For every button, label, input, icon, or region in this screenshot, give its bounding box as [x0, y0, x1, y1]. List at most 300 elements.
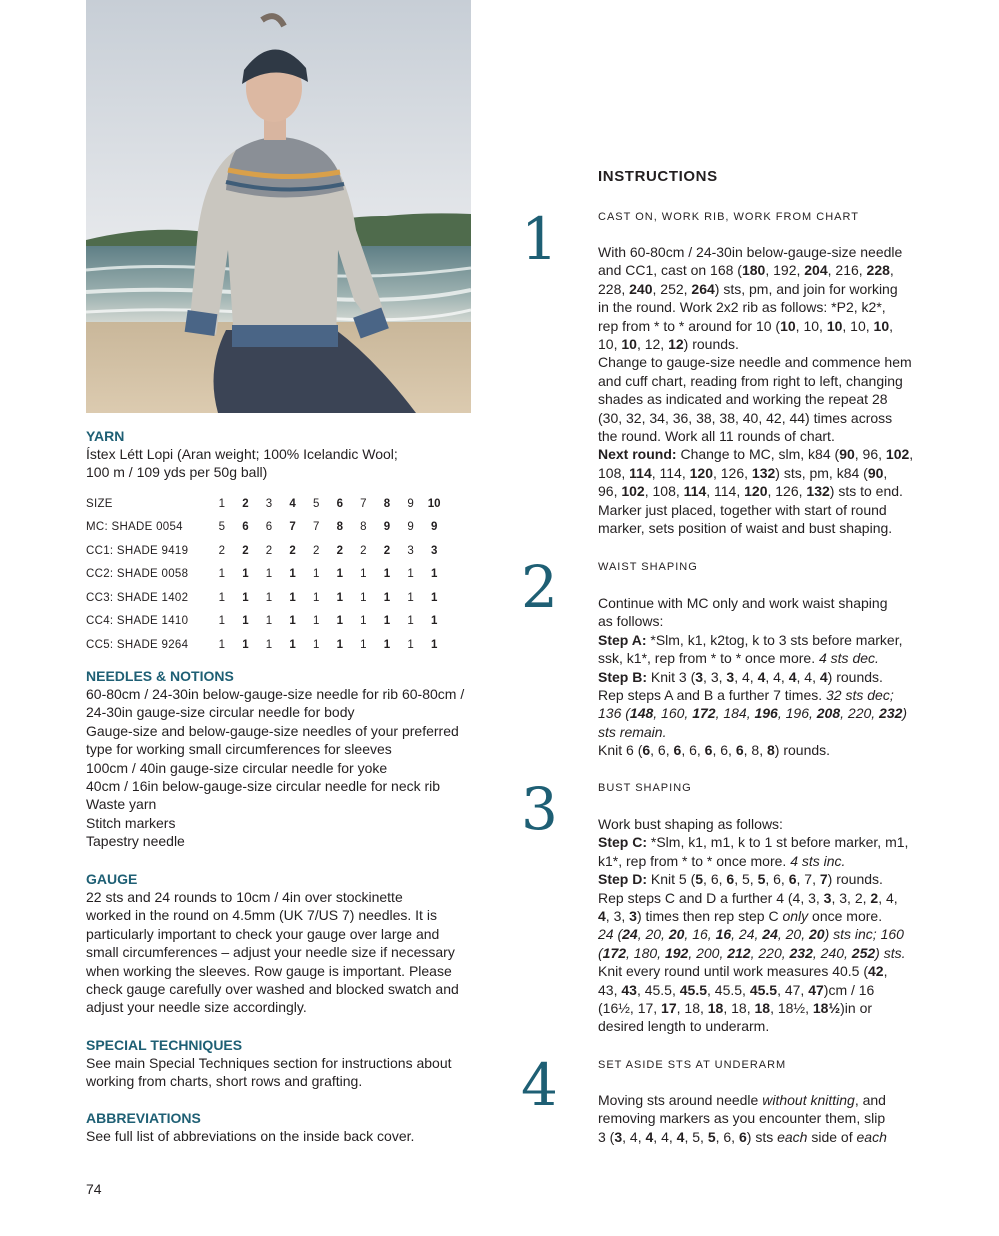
- table-cell: 8: [336, 521, 343, 534]
- text-run: 3: [629, 908, 637, 925]
- table-cell: 10: [427, 497, 441, 510]
- table-cell: 1: [218, 568, 225, 581]
- step-heading: BUST SHAPING: [598, 782, 692, 794]
- text-run: 208: [816, 705, 841, 722]
- text-run: ): [902, 705, 908, 722]
- text-run: Step C:: [598, 834, 647, 851]
- text-run: , 108,: [644, 483, 684, 500]
- text-run: 7: [819, 871, 828, 888]
- text-line: particularly important to check your gauge over large and: [86, 925, 440, 942]
- text-run: , 220,: [750, 944, 790, 961]
- table-cell: 1: [289, 638, 296, 651]
- text-run: 3 (: [598, 1128, 615, 1145]
- step-line: [598, 686, 928, 704]
- text-run: , 12,: [636, 336, 669, 353]
- text-run: 102: [885, 446, 910, 463]
- step-body: [598, 1091, 928, 1146]
- step-body: [598, 243, 928, 538]
- text-run: , 5,: [734, 871, 758, 888]
- step-number: 1: [521, 205, 558, 273]
- text-run: 136 (: [598, 705, 630, 722]
- step-body: [598, 594, 928, 760]
- text-run: Step B:: [598, 668, 647, 685]
- text-run: , 220,: [840, 705, 880, 722]
- text-run: (16½, 17,: [598, 1000, 662, 1017]
- text-run: 10: [826, 317, 843, 334]
- text-run: , 18,: [723, 1000, 755, 1017]
- table-cell: 9: [407, 497, 414, 510]
- table-cell: 1: [430, 568, 438, 581]
- text-run: 6: [788, 871, 797, 888]
- table-cell: 1: [336, 591, 343, 604]
- beach-photo-illustration: [86, 0, 471, 413]
- step-line: [598, 999, 928, 1017]
- text-line: worked in the round on 4.5mm (UK 7/US 7) needles. It is: [86, 907, 437, 924]
- text-run: 6: [735, 742, 744, 759]
- table-cell: 1: [383, 591, 391, 604]
- text-run: , 10,: [795, 317, 827, 334]
- text-run: 6: [726, 871, 735, 888]
- table-cell: 2: [383, 544, 391, 557]
- text-run: Moving sts around needle: [598, 1092, 763, 1108]
- text-line: See main Special Techniques section for instructions about: [86, 1055, 452, 1071]
- table-cell: 1: [312, 568, 320, 581]
- text-run: , 6,: [703, 871, 727, 888]
- step-line: [598, 649, 928, 667]
- text-run: , 6,: [715, 1128, 739, 1145]
- text-run: ) rounds.: [827, 871, 883, 888]
- table-cell: 9: [407, 521, 414, 534]
- step-line: [598, 445, 928, 463]
- text-run: , 7,: [796, 871, 820, 888]
- text-run: once more.: [808, 908, 883, 925]
- table-cell: 1: [218, 615, 225, 628]
- text-line: when working the sleeves. Row gauge is important. Please: [86, 962, 452, 979]
- step-line: [598, 280, 928, 298]
- text-run: each: [856, 1128, 887, 1145]
- table-row: [86, 563, 446, 587]
- text-run: and CC1, cast on 168 (: [598, 262, 742, 279]
- table-cell: 3: [265, 497, 273, 510]
- step-line: [598, 501, 928, 519]
- table-cell: 1: [312, 591, 320, 604]
- text-run: ) rounds.: [827, 668, 883, 685]
- text-run: without knitting: [762, 1092, 855, 1108]
- table-cell: 8: [383, 497, 391, 510]
- text-run: each: [777, 1128, 808, 1145]
- table-cell: 1: [407, 638, 414, 651]
- text-run: , 240,: [812, 944, 852, 961]
- step-number: 2: [521, 553, 558, 621]
- text-line: See full list of abbreviations on the inside back cover.: [86, 1128, 415, 1144]
- table-cell: 1: [383, 568, 391, 581]
- table-cell: 1: [289, 591, 296, 604]
- table-cell: 2: [336, 544, 343, 557]
- text-run: Marker just placed, together with start of round: [598, 501, 887, 518]
- table-cell: 2: [312, 544, 320, 557]
- table-cell: 1: [218, 497, 225, 510]
- table-row: [86, 539, 446, 563]
- text-run: Rep steps C and D a further 4 (4, 3,: [598, 889, 824, 906]
- text-run: 18½: [812, 1000, 841, 1017]
- text-run: ) times then rep step C: [636, 908, 783, 925]
- text-run: ) sts to end.: [829, 483, 903, 500]
- table-cell: 6: [265, 521, 273, 534]
- text-run: , 47,: [777, 981, 809, 998]
- step-line: [598, 962, 928, 980]
- table-cell: 1: [289, 568, 296, 581]
- instructions-title: INSTRUCTIONS: [598, 168, 718, 185]
- text-run: Step A:: [598, 631, 647, 648]
- table-cell: 1: [336, 615, 343, 628]
- text-run: 42: [868, 963, 884, 980]
- text-run: 32 sts dec;: [826, 687, 894, 704]
- text-run: 18: [754, 1000, 771, 1017]
- text-run: rep from * to * around for 10 (: [598, 317, 781, 334]
- text-run: 3: [695, 668, 704, 685]
- step-number: 4: [521, 1051, 558, 1119]
- text-run: 47: [808, 981, 824, 998]
- text-run: 4: [819, 668, 828, 685]
- text-run: , 192,: [765, 262, 805, 279]
- text-run: 43,: [598, 981, 622, 998]
- table-cell: 1: [383, 615, 391, 628]
- text-run: 3: [726, 668, 735, 685]
- text-run: , 126,: [767, 483, 807, 500]
- text-run: , 6,: [681, 742, 705, 759]
- text-run: Next round:: [598, 446, 677, 463]
- text-run: , 4,: [796, 668, 820, 685]
- text-run: 196: [754, 705, 778, 722]
- text-run: desired length to underarm.: [598, 1018, 770, 1035]
- yarn-line: Ístex Létt Lopi (Aran weight; 100% Icelandic Wool;: [86, 446, 398, 462]
- text-run: , 200,: [688, 944, 728, 961]
- text-line: type for working small circumferences for sleeves: [86, 741, 392, 758]
- text-run: 96,: [598, 483, 622, 500]
- table-cell: 1: [360, 591, 367, 604]
- text-run: 132: [806, 483, 830, 500]
- step-line: [598, 298, 928, 316]
- text-line: 22 sts and 24 rounds to 10cm / 4in over stockinette: [86, 889, 403, 905]
- text-run: 120: [744, 483, 768, 500]
- table-cell: 1: [360, 615, 367, 628]
- yarn-heading: YARN: [86, 428, 125, 444]
- text-run: , 45.5,: [707, 981, 750, 998]
- text-run: as follows:: [598, 613, 664, 630]
- text-run: )in or: [840, 1000, 873, 1017]
- table-cell: 1: [360, 638, 367, 651]
- text-run: , 4,: [878, 889, 898, 906]
- text-run: 120: [689, 464, 713, 481]
- text-run: 132: [751, 464, 776, 481]
- text-run: 24 (: [598, 926, 623, 943]
- step-heading: WAIST SHAPING: [598, 561, 698, 573]
- text-run: 240: [629, 280, 653, 297]
- text-run: With 60-80cm / 24-30in below-gauge-size needle: [598, 244, 903, 260]
- step-line: [598, 612, 928, 630]
- text-run: *Slm, k1, k2tog, k to 3 sts before marker,: [646, 631, 903, 648]
- table-cell: 9: [383, 521, 391, 534]
- text-run: 264: [691, 280, 715, 297]
- row-label: CC2: SHADE 0058: [86, 568, 189, 581]
- step-line: [598, 372, 928, 390]
- text-run: 252: [851, 944, 876, 961]
- text-line: working from charts, short rows and grafting.: [86, 1073, 363, 1090]
- table-row: [86, 610, 446, 634]
- text-run: 5: [695, 871, 704, 888]
- needles-heading: NEEDLES & NOTIONS: [86, 668, 234, 684]
- table-cell: 1: [430, 638, 438, 651]
- table-cell: 1: [265, 615, 273, 628]
- row-label: CC3: SHADE 1402: [86, 591, 189, 604]
- row-label: SIZE: [86, 497, 113, 510]
- text-run: , 3, 2,: [831, 889, 871, 906]
- text-run: 90: [867, 464, 884, 481]
- step-heading: CAST ON, WORK RIB, WORK FROM CHART: [598, 211, 859, 223]
- text-run: Continue with MC only and work waist shaping: [598, 595, 888, 611]
- table-cell: 8: [360, 521, 367, 534]
- gauge-heading: GAUGE: [86, 871, 138, 887]
- text-run: 232: [789, 944, 813, 961]
- text-run: 16: [715, 926, 732, 943]
- text-run: ) sts, pm, k84 (: [775, 464, 868, 481]
- text-run: 102: [621, 483, 645, 500]
- table-cell: 1: [383, 638, 391, 651]
- table-cell: 1: [360, 568, 367, 581]
- text-run: 3: [614, 1128, 623, 1145]
- table-cell: 2: [289, 544, 296, 557]
- table-cell: 1: [265, 568, 273, 581]
- text-run: 12: [668, 336, 684, 353]
- table-cell: 4: [289, 497, 296, 510]
- step-line: [598, 631, 928, 649]
- text-run: ,: [883, 963, 888, 980]
- text-run: , 3,: [605, 908, 630, 925]
- step-line: [598, 464, 928, 482]
- table-cell: 9: [430, 521, 438, 534]
- text-run: only: [782, 908, 809, 925]
- text-run: 180: [741, 262, 766, 279]
- text-run: 10: [873, 317, 890, 334]
- step-line: [598, 889, 928, 907]
- step-line: [598, 1017, 928, 1035]
- text-run: 4 sts dec.: [818, 650, 879, 667]
- text-run: 3: [823, 889, 832, 906]
- step-line: [598, 704, 928, 722]
- text-run: Knit 6 (: [598, 742, 643, 759]
- sweater-photo: [86, 0, 471, 413]
- table-row: [86, 633, 446, 657]
- step-line: [598, 870, 928, 888]
- text-run: 20: [668, 926, 685, 943]
- step-heading: SET ASIDE STS AT UNDERARM: [598, 1059, 787, 1071]
- step-line: [598, 317, 928, 335]
- step-line: [598, 409, 928, 427]
- text-line: small circumferences – adjust your needle size if necessary: [86, 944, 455, 961]
- text-run: , 4,: [734, 668, 758, 685]
- step-line: [598, 1128, 928, 1146]
- table-cell: 5: [218, 521, 225, 534]
- text-run: , 216,: [827, 262, 867, 279]
- text-run: , 3,: [703, 668, 727, 685]
- text-run: 10: [780, 317, 796, 334]
- table-cell: 3: [407, 544, 414, 557]
- text-run: *Slm, k1, m1, k to 1 st before marker, m1,: [647, 834, 909, 851]
- text-run: 2: [870, 889, 879, 906]
- step-line: [598, 723, 928, 741]
- table-cell: 1: [242, 568, 249, 581]
- table-cell: 1: [218, 638, 225, 651]
- table-cell: 1: [242, 638, 249, 651]
- step-line: [598, 815, 928, 833]
- text-run: , 160,: [653, 705, 693, 722]
- table-cell: 2: [242, 497, 249, 510]
- step-line: [598, 907, 928, 925]
- text-run: (: [598, 944, 603, 961]
- text-run: Change to gauge-size needle and commence hem: [598, 354, 912, 371]
- text-run: 18: [707, 1000, 724, 1017]
- text-run: 6: [673, 742, 682, 759]
- text-run: ) rounds.: [774, 742, 831, 759]
- text-run: ,: [883, 464, 888, 481]
- text-run: 108,: [598, 464, 630, 481]
- step-line: [598, 390, 928, 408]
- text-run: , 20,: [637, 926, 669, 943]
- text-run: 17: [661, 1000, 677, 1017]
- text-run: 6: [642, 742, 651, 759]
- text-run: 114: [683, 483, 707, 500]
- row-label: CC1: SHADE 9419: [86, 544, 189, 557]
- text-run: , 96,: [854, 446, 886, 463]
- step-line: [598, 925, 928, 943]
- text-line: 40cm / 16in below-gauge-size circular needle for neck rib: [86, 778, 441, 795]
- table-cell: 7: [360, 497, 367, 510]
- step-line: [598, 594, 928, 612]
- text-run: 204: [804, 262, 828, 279]
- text-run: 43: [621, 981, 637, 998]
- step-line: [598, 852, 928, 870]
- text-run: ) sts: [746, 1128, 778, 1145]
- table-cell: 1: [430, 591, 438, 604]
- gauge-text: [86, 888, 478, 1017]
- abbreviations-text: [86, 1127, 478, 1145]
- text-line: Gauge-size and below-gauge-size needles of your preferred: [86, 722, 459, 739]
- text-run: 10: [621, 336, 637, 353]
- step-line: [598, 668, 928, 686]
- step-line: [598, 243, 928, 261]
- text-run: ) sts inc; 160: [824, 926, 904, 943]
- text-run: sts remain.: [598, 723, 667, 740]
- text-run: 4: [676, 1128, 685, 1145]
- text-run: Step D:: [598, 871, 647, 888]
- step-line: [598, 1091, 928, 1109]
- text-run: 45.5: [679, 981, 707, 998]
- text-run: , 184,: [715, 705, 755, 722]
- text-run: 5: [707, 1128, 716, 1145]
- text-run: 20: [809, 926, 825, 943]
- text-run: 4: [757, 668, 766, 685]
- text-run: 10,: [598, 336, 622, 353]
- text-run: marker, sets position of waist and bust shaping.: [598, 520, 893, 537]
- text-run: , 114,: [706, 483, 745, 500]
- text-run: 172: [692, 705, 716, 722]
- text-run: ssk, k1*, rep from * to * once more.: [598, 650, 819, 667]
- table-cell: 7: [289, 521, 296, 534]
- text-run: 228,: [598, 280, 630, 297]
- row-label: MC: SHADE 0054: [86, 521, 183, 534]
- text-run: 6: [704, 742, 713, 759]
- text-line: 100cm / 40in gauge-size circular needle for yoke: [86, 759, 388, 776]
- text-run: , 10,: [842, 317, 874, 334]
- text-run: , 5,: [684, 1128, 708, 1145]
- text-run: ,: [909, 446, 914, 463]
- step-line: [598, 427, 928, 445]
- text-run: (30, 32, 34, 36, 38, 38, 40, 42, 44) times across: [598, 409, 893, 426]
- table-cell: 1: [336, 568, 343, 581]
- table-cell: 1: [265, 638, 273, 651]
- text-run: the round. Work all 11 rounds of chart.: [598, 428, 835, 445]
- text-run: , 18,: [676, 1000, 708, 1017]
- table-row: [86, 516, 446, 540]
- text-run: , 18½,: [770, 1000, 813, 1017]
- text-run: ) rounds.: [683, 336, 739, 353]
- text-line: 24-30in gauge-size circular needle for body: [86, 704, 355, 721]
- step-line: [598, 981, 928, 999]
- abbreviations-heading: ABBREVIATIONS: [86, 1110, 201, 1126]
- text-run: 6: [738, 1128, 747, 1145]
- text-run: , 114,: [651, 464, 690, 481]
- text-run: 114: [629, 464, 652, 481]
- table-cell: 6: [242, 521, 249, 534]
- text-run: 192: [664, 944, 689, 961]
- text-run: ,: [889, 317, 893, 334]
- table-header-row: [86, 492, 446, 516]
- step-line: [598, 1109, 928, 1127]
- text-run: side of: [807, 1128, 857, 1145]
- text-run: , 6,: [712, 742, 736, 759]
- text-line: check gauge carefully over washed and blocked swatch and: [86, 981, 459, 998]
- table-cell: 2: [218, 544, 225, 557]
- text-run: 232: [879, 705, 903, 722]
- text-run: 4: [598, 908, 606, 925]
- text-run: , 6,: [650, 742, 674, 759]
- text-run: , 20,: [777, 926, 809, 943]
- text-run: 5: [757, 871, 766, 888]
- needles-list: [86, 685, 478, 851]
- text-line: adjust your needle size accordingly.: [86, 999, 307, 1016]
- step-line: [598, 335, 928, 353]
- step-line: [598, 741, 928, 759]
- text-run: Knit 3 (: [647, 668, 696, 685]
- text-line: 60-80cm / 24-30in below-gauge-size needle for rib 60-80cm /: [86, 686, 465, 702]
- text-run: 45.5: [749, 981, 778, 998]
- text-run: , 4,: [622, 1128, 646, 1145]
- step-body: [598, 815, 928, 1036]
- special-techniques-heading: SPECIAL TECHNIQUES: [86, 1037, 243, 1053]
- yarn-line: 100 m / 109 yds per 50g ball): [86, 464, 268, 481]
- text-run: Change to MC, slm, k84 (: [676, 446, 840, 463]
- table-cell: 1: [312, 615, 320, 628]
- text-run: , 196,: [777, 705, 817, 722]
- text-run: 212: [727, 944, 751, 961]
- text-run: Rep steps A and B a further 7 times.: [598, 687, 827, 704]
- table-cell: 1: [265, 591, 273, 604]
- text-run: , and: [854, 1092, 886, 1108]
- text-run: , 45.5,: [636, 981, 680, 998]
- text-run: 24: [622, 926, 638, 943]
- text-run: ) sts.: [875, 944, 906, 961]
- text-run: 4: [788, 668, 797, 685]
